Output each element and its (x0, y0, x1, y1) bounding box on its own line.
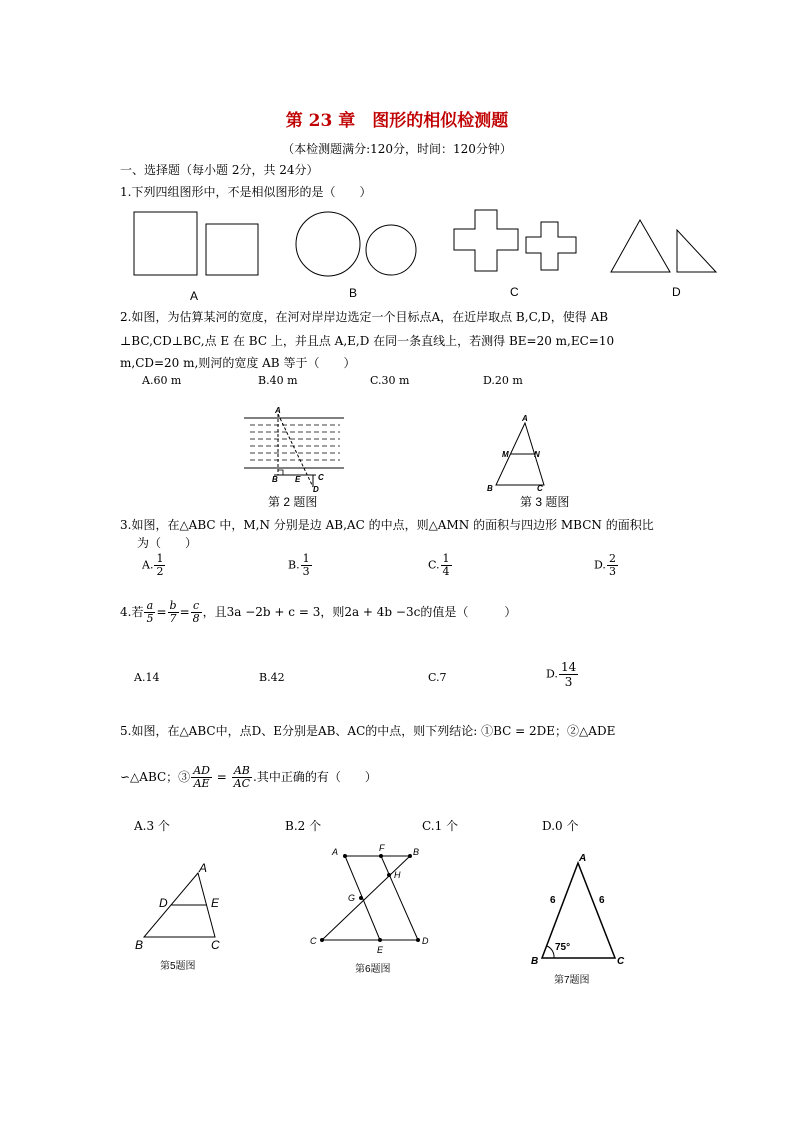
q3-option-b: B. $\frac{1}{3}$ (288, 552, 310, 578)
q2-line2: ⊥BC,CD⊥BC,点 E 在 BC 上，并且点 A,E,D 在同一条直线上，若测得 BE=20 m,EC=10 (120, 334, 615, 348)
q3-label-c: C (537, 484, 543, 493)
q2-option-b: B.40 m (258, 374, 298, 387)
q5-line2: ∽△ABC；③ $\frac{AD}{AE}$ = $\frac{AB}{AC}$ .其中正确的有（ ） (120, 764, 377, 790)
q5-option-d: D.0 个 (542, 819, 579, 833)
q2-line3: m,CD=20 m,则河的宽度 AB 等于（ ） (120, 356, 356, 370)
fig7-side-ac: 6 (599, 895, 605, 906)
fig5-label-c: C (211, 938, 220, 952)
q2-label-d: D (313, 485, 319, 494)
fig6-label-e: E (377, 945, 384, 955)
q4-option-d: D. $\frac{14}{3}$ (546, 660, 577, 689)
q4-option-c: C.7 (428, 671, 447, 684)
q4-option-b: B.42 (259, 671, 285, 684)
q3-label-n: N (534, 450, 540, 459)
q3-label-m: M (502, 450, 509, 459)
q3-line1: 3.如图，在△ABC 中，M,N 分别是边 AB,AC 的中点，则△AMN 的面积与四边形 MBCN 的面积比 (120, 518, 654, 532)
q2-line1: 2.如图，为估算某河的宽度，在河对岸岸边选定一个目标点A，在近岸取点 B,C,D，使得 AB (120, 310, 609, 324)
q3-line2: 为（ ） (137, 536, 198, 550)
section-heading: 一、选择题（每小题 2分，共 24分） (120, 163, 319, 177)
fig7-caption: 第7题图 (554, 975, 590, 986)
fig5-label-b: B (135, 938, 144, 952)
q2-option-a: A.60 m (142, 374, 182, 387)
q2-option-d: D.20 m (483, 374, 523, 387)
q5-option-c: C.1 个 (422, 819, 459, 833)
fig7-side-ab: 6 (550, 895, 556, 906)
q2-fig-caption: 第 2 题图 (268, 495, 318, 509)
q3-option-a: A. $\frac{1}{2}$ (142, 552, 164, 578)
page-title: 第 23 章 图形的相似检测题 (285, 111, 509, 131)
q5-option-a: A.3 个 (134, 819, 170, 833)
exam-info: （本检测题满分:120分，时间：120分钟） (282, 142, 512, 156)
fig5-label-d: D (159, 896, 168, 910)
q2-label-a: A (275, 406, 281, 415)
fig6-label-d: D (422, 936, 429, 946)
q2-label-e: E (295, 475, 301, 484)
fig6-caption: 第6题图 (355, 964, 391, 975)
fig6-label-c: C (310, 936, 317, 946)
q4-option-a: A.14 (134, 671, 160, 684)
q1-label-a: A (190, 289, 199, 303)
fig6-label-h: H (394, 870, 401, 880)
fig6-label-a: A (332, 847, 339, 857)
q1-stem: 1.下列四组图形中，不是相似图形的是（ ） (120, 185, 372, 199)
q3-fig-caption: 第 3 题图 (520, 495, 570, 509)
fig7-angle-b: 75° (555, 942, 571, 953)
q3-label-a: A (522, 414, 528, 423)
q5-option-b: B.2 个 (285, 819, 322, 833)
fig6-label-b: B (413, 847, 420, 857)
fig6-label-f: F (379, 843, 385, 853)
fig7-label-c: C (617, 956, 625, 967)
q3-option-d: D. $\frac{2}{3}$ (594, 552, 616, 578)
q1-label-c: C (510, 285, 519, 299)
q2-label-b: B (272, 475, 278, 484)
fig6-line-cb (322, 856, 410, 940)
fig7-label-a: A (579, 853, 587, 864)
q2-option-c: C.30 m (370, 374, 410, 387)
q1-label-d: D (672, 285, 681, 299)
fig7-triangle (542, 863, 615, 958)
q3-option-c: C. $\frac{1}{4}$ (428, 552, 450, 578)
q1-label-b: B (349, 286, 358, 300)
fig5-label-a: A (199, 861, 208, 875)
fig5-caption: 第5题图 (160, 961, 196, 972)
q5-line1: 5.如图，在△ABC中，点D、E分别是AB、AC的中点，则下列结论: ①BC = 2DE；②△ADE (120, 724, 616, 738)
fig6-label-g: G (348, 893, 356, 903)
fig5-label-e: E (211, 896, 220, 910)
q4-stem: 4.若 $\frac{a}{5}$ = $\frac{b}{7}$ = $\frac{c}{8}$ ，且3a −2b + c = 3，则2a + 4b −3c的值是（ ） (120, 599, 517, 625)
q3-label-b: B (487, 484, 493, 493)
fig7-label-b: B (531, 956, 539, 967)
fig7-angle-arc (547, 946, 554, 958)
fig6-line-fd (381, 856, 418, 940)
q2-label-c: C (318, 473, 324, 482)
